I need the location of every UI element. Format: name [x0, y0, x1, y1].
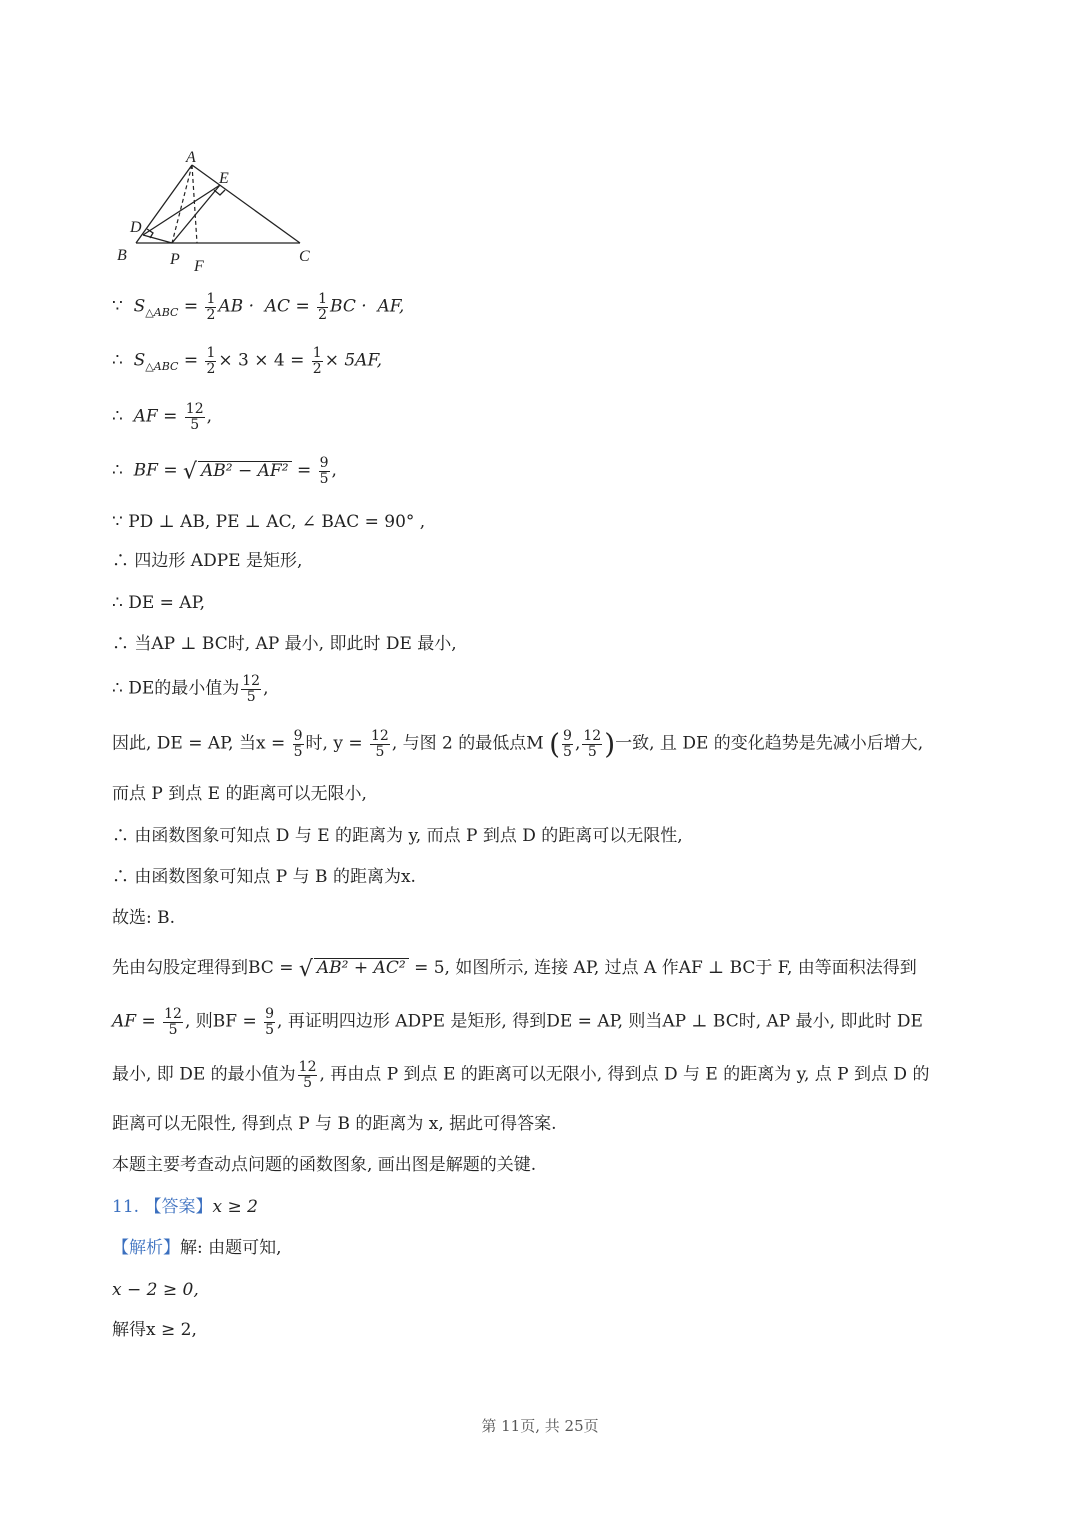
solution-line-12: ∴ 由函数图象可知点 D 与 E 的距离为 y, 而点 P 到点 D 的距离可以无限性,	[112, 826, 683, 846]
analysis-11-step-1: x − 2 ≥ 0,	[112, 1280, 199, 1300]
analysis-line-2: AF = $\frac{12}{5}$ , 则BF = $\frac{9}{5}$ , 再证明四边形 ADPE 是矩形, 得到DE = AP, 则当AP ⊥ BC时, AP 最小, 即此时 DE	[112, 1006, 923, 1038]
right-angle-e	[214, 190, 225, 195]
solution-line-2: ∴ $S_{\triangle ABC}$ = $\frac{1}{2}$ × 3 × 4 = $\frac{1}{2}$ × 5AF,	[112, 345, 382, 377]
solution-line-1: ∵ $S_{\triangle ABC}$ = $\frac{1}{2}$ AB · AC = $\frac{1}{2}$ BC · AF,	[112, 291, 405, 323]
solution-line-5: ∵ PD ⊥ AB, PE ⊥ AC, ∠ BAC = 90° ,	[112, 512, 426, 532]
segment-dp	[143, 235, 172, 243]
solution-line-13: ∴ 由函数图象可知点 P 与 B 的距离为x.	[112, 867, 416, 887]
solution-line-3: ∴ AF = $\frac{12}{5}$ ,	[112, 401, 213, 433]
segment-af-dashed	[192, 165, 197, 243]
analysis-11: 【解析】解: 由题可知,	[112, 1238, 282, 1258]
solution-line-14: 故选: B.	[112, 908, 176, 928]
analysis-line-5: 本题主要考查动点问题的函数图象, 画出图是解题的关键.	[112, 1155, 537, 1175]
solution-line-10: 因此, DE = AP, 当x = $\frac{9}{5}$ 时, y = $\frac{12}{5}$ , 与图 2 的最低点M ( $\frac{9}{5}$ , $\frac{12}{5}$ )一致, 且 DE 的变化趋势是先减小后增大,	[112, 727, 924, 761]
analysis-line-3: 最小, 即 DE 的最小值为 $\frac{12}{5}$ , 再由点 P 到点 E 的距离可以无限小, 得到点 D 与 E 的距离为 y, 点 P 到点 D 的	[112, 1059, 930, 1091]
solution-line-8: ∴ 当AP ⊥ BC时, AP 最小, 即此时 DE 最小,	[112, 634, 457, 654]
segment-de	[143, 185, 220, 235]
page-footer: 第 11页, 共 25页	[481, 1417, 599, 1435]
solution-line-11: 而点 P 到点 E 的距离可以无限小,	[112, 784, 367, 804]
answer-11: 11. 【答案】x ≥ 2	[112, 1197, 258, 1217]
segment-ac	[192, 165, 300, 243]
analysis-line-1: 先由勾股定理得到BC = √ AB² + AC² = 5, 如图所示, 连接 AP, 过点 A 作AF ⊥ BC于 F, 由等面积法得到	[112, 957, 917, 982]
label-d: D	[130, 219, 142, 236]
analysis-11-step-2: 解得x ≥ 2,	[112, 1320, 197, 1340]
segment-ba	[136, 165, 192, 243]
label-c: C	[299, 248, 310, 265]
solution-line-9: ∴ DE的最小值为 $\frac{12}{5}$ ,	[112, 673, 269, 705]
solution-line-7: ∴ DE = AP,	[112, 593, 205, 613]
solution-line-4: ∴ BF = √ AB² − AF² = $\frac{9}{5}$ ,	[112, 455, 337, 487]
label-e: E	[219, 170, 229, 187]
analysis-line-4: 距离可以无限性, 得到点 P 与 B 的距离为 x, 据此可得答案.	[112, 1114, 557, 1134]
label-f: F	[194, 258, 204, 275]
solution-line-6: ∴ 四边形 ADPE 是矩形,	[112, 551, 303, 571]
label-b: B	[117, 247, 127, 264]
triangle-figure	[108, 140, 338, 280]
label-a: A	[186, 149, 196, 166]
label-p: P	[170, 251, 180, 268]
